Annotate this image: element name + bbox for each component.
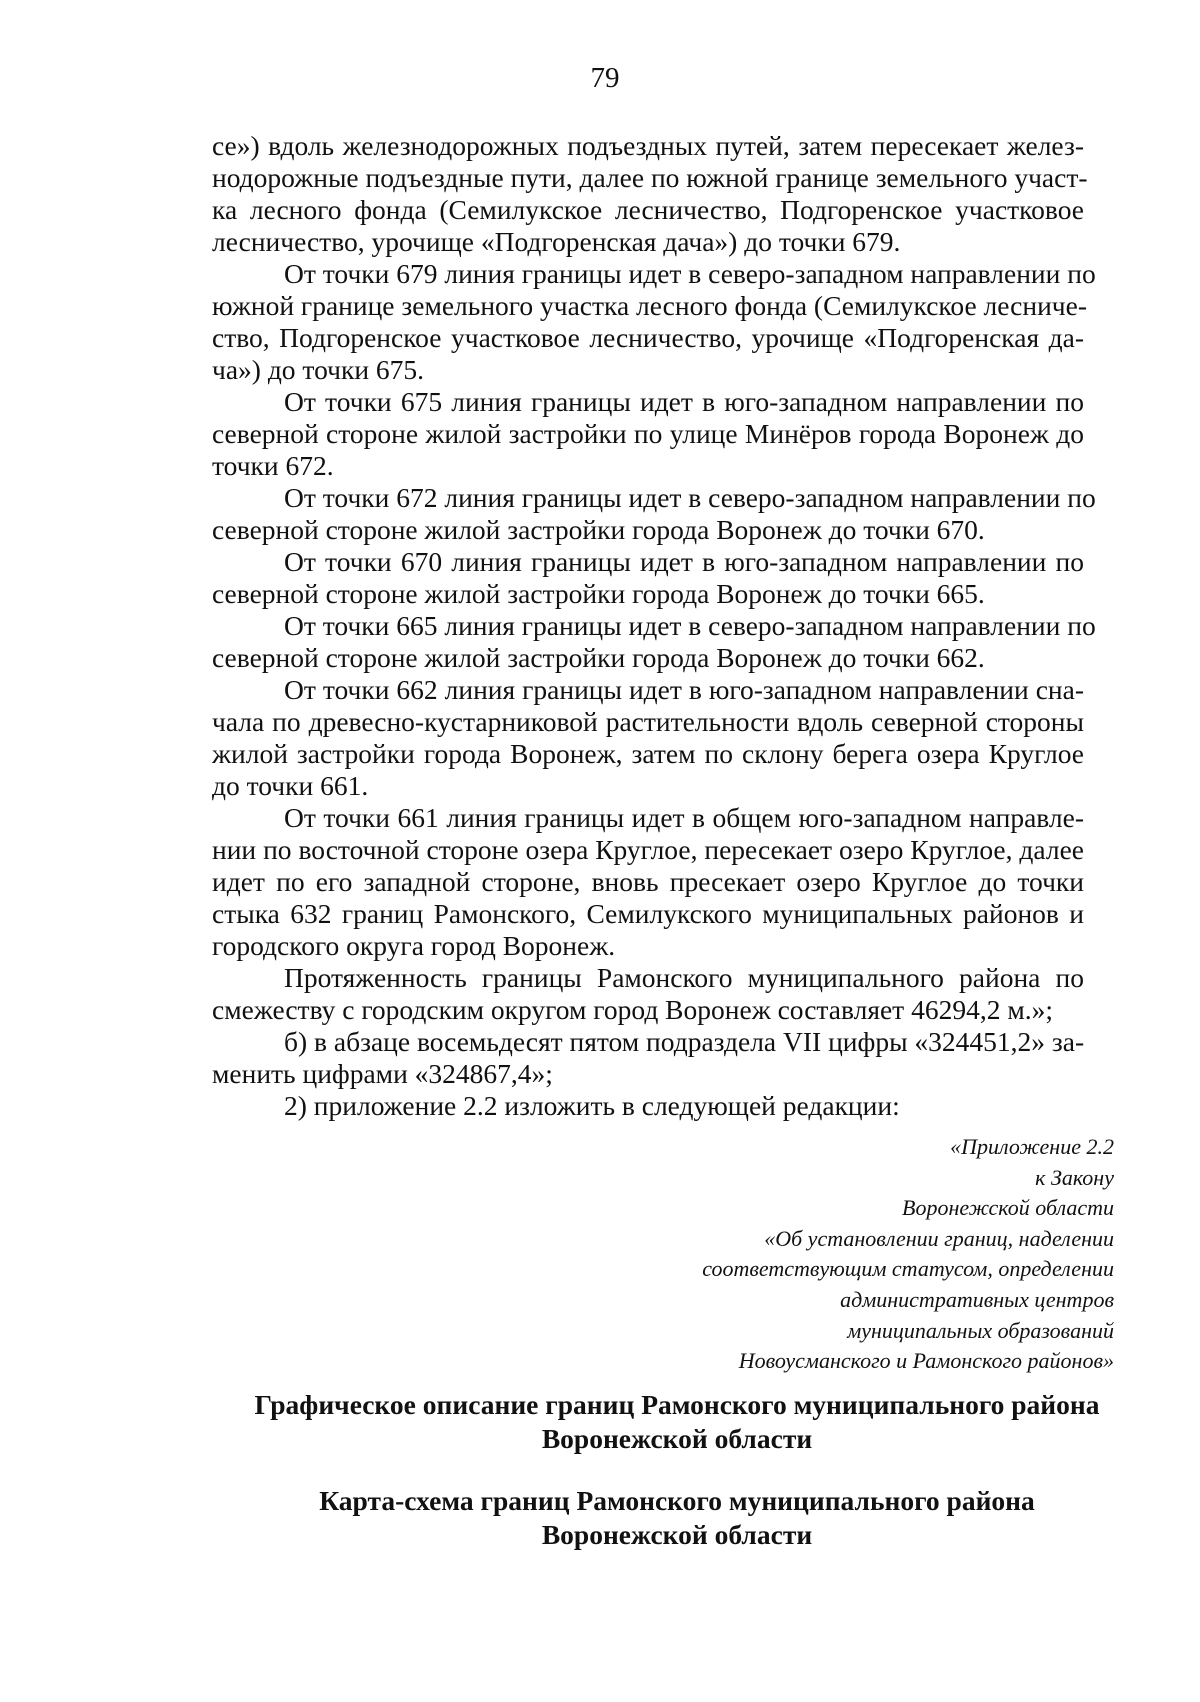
- text-line: 2) приложение 2.2 изложить в следующей редакции:: [284, 1090, 900, 1121]
- heading-line: Воронежской области: [541, 1423, 813, 1454]
- text-line: до точки 661.: [212, 770, 369, 801]
- text-line: чала по древесно-кустарниковой растительности вдоль северной стороны: [212, 706, 1084, 737]
- body-text: [212, 130, 1096, 1122]
- annex-line: «Приложение 2.2: [950, 1134, 1114, 1159]
- annex-reference: [702, 1132, 1114, 1377]
- annex-line: Воронежской области: [902, 1195, 1114, 1221]
- annex-line: соответствующим статусом, определении: [702, 1256, 1114, 1282]
- graphic-description-heading: [212, 1388, 1142, 1456]
- text-line: стыка 632 границ Рамонского, Семилукского муниципальных районов и: [212, 898, 1084, 929]
- annex-line: муниципальных образований: [847, 1317, 1114, 1343]
- text-line: северной стороне жилой застройки города Воронеж до точки 670.: [212, 514, 985, 545]
- heading-line: Воронежской области: [541, 1519, 813, 1550]
- text-line: От точки 665 линия границы идет в северо-западном направлении по: [284, 610, 1096, 641]
- text-line: северной стороне жилой застройки города Воронеж до точки 662.: [212, 642, 985, 673]
- text-line: северной стороне жилой застройки города Воронеж до точки 665.: [212, 578, 985, 609]
- text-line: нии по восточной стороне озера Круглое, пересекает озеро Круглое, далее: [212, 834, 1084, 865]
- text-line: Протяженность границы Рамонского муниципального района по: [284, 962, 1084, 993]
- text-line: идет по его западной стороне, вновь пресекает озеро Круглое до точки: [212, 866, 1084, 897]
- text-line: ка лесного фонда (Семилукское лесничество, Подгоренское участковое: [212, 194, 1084, 225]
- map-scheme-heading: [212, 1484, 1142, 1552]
- annex-line: к Закону: [1035, 1164, 1114, 1190]
- text-line: точки 672.: [212, 450, 334, 481]
- text-line: лесничество, урочище «Подгоренская дача») до точки 679.: [212, 226, 901, 257]
- heading-line: Карта-схема границ Рамонского муниципального района: [319, 1485, 1035, 1516]
- text-line: От точки 675 линия границы идет в юго-западном направлении по: [284, 386, 1084, 417]
- text-line: северной стороне жилой застройки по улице Минёров города Воронеж до: [212, 418, 1084, 449]
- text-line: жилой застройки города Воронеж, затем по склону берега озера Круглое: [212, 738, 1084, 769]
- text-line: От точки 661 линия границы идет в общем юго-западном направле-: [284, 802, 1084, 833]
- text-line: От точки 672 линия границы идет в северо-западном направлении по: [284, 482, 1096, 513]
- text-line: смежеству с городским округом город Воронеж составляет 46294,2 м.»;: [212, 994, 1053, 1025]
- text-line: се») вдоль железнодорожных подъездных путей, затем пересекает желез-: [212, 130, 1084, 161]
- annex-line: Новоусманского и Рамонского районов»: [738, 1348, 1114, 1374]
- page-number: 79: [590, 62, 620, 94]
- annex-line: административных центров: [840, 1286, 1114, 1312]
- text-line: ча») до точки 675.: [212, 354, 425, 385]
- annex-line: «Об установлении границ, наделении: [764, 1225, 1114, 1251]
- text-line: От точки 670 линия границы идет в юго-западном направлении по: [284, 546, 1084, 577]
- heading-line: Графическое описание границ Рамонского муниципального района: [254, 1389, 1100, 1420]
- text-line: менить цифрами «324867,4»;: [212, 1058, 553, 1089]
- text-line: ство, Подгоренское участковое лесничество, урочище «Подгоренская да-: [212, 322, 1084, 353]
- text-line: нодорожные подъездные пути, далее по южной границе земельного участ-: [212, 162, 1088, 193]
- text-line: От точки 662 линия границы идет в юго-западном направлении сна-: [284, 674, 1084, 705]
- text-line: городского округа город Воронеж.: [212, 930, 616, 961]
- text-line: б) в абзаце восемьдесят пятом подраздела VII цифры «324451,2» за-: [284, 1026, 1085, 1057]
- text-line: От точки 679 линия границы идет в северо-западном направлении по: [284, 258, 1096, 289]
- text-line: южной границе земельного участка лесного фонда (Семилукское лесниче-: [212, 290, 1088, 321]
